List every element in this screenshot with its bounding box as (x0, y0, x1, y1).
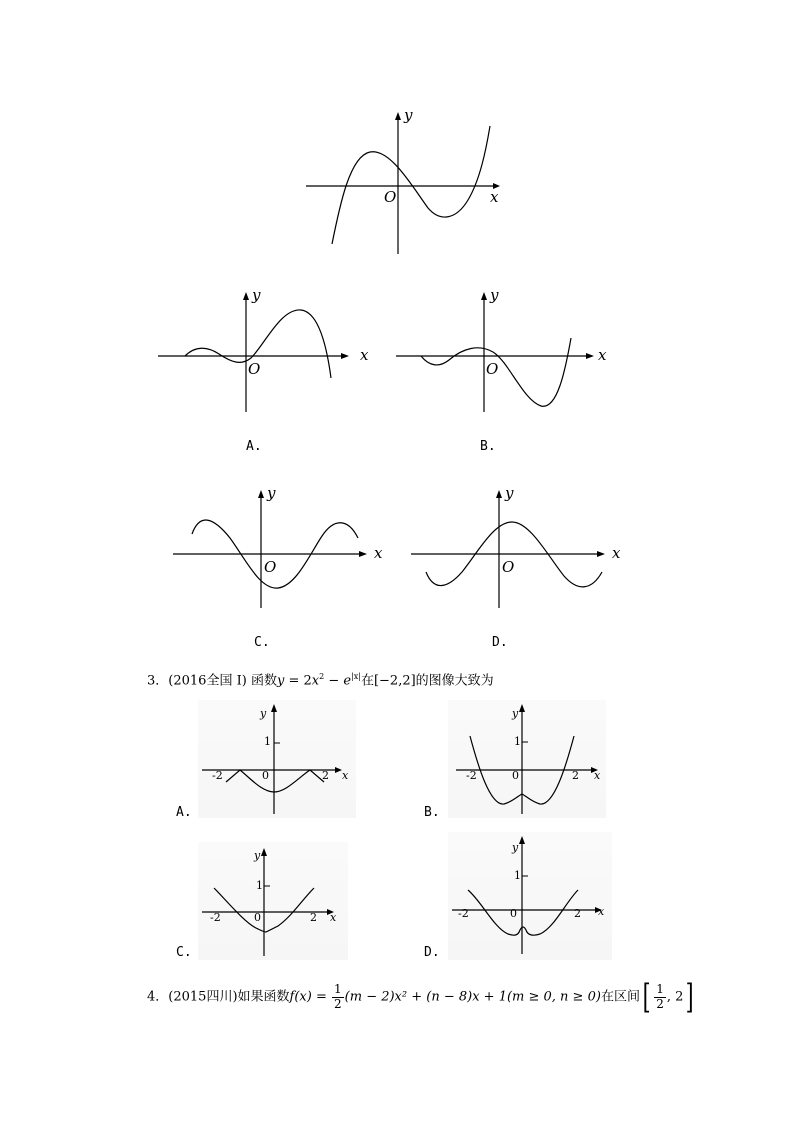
q2b-x-label: x (598, 346, 607, 364)
q4-interval-sep: , 2 (666, 989, 684, 1005)
q2a-y-label: y (252, 286, 261, 304)
figure-q2-c (170, 486, 375, 612)
q3c-tick-one-label: 1 (256, 879, 263, 892)
q3a-x-arrow (335, 767, 342, 773)
main-y-label: y (404, 106, 413, 124)
q2-option-d[interactable]: D. (492, 635, 508, 650)
q3a-tick-pos2: 2 (322, 769, 329, 782)
q3a-tick-zero: 0 (262, 769, 269, 782)
q2b-x-arrow (586, 353, 594, 359)
q3-func-exp: |x| (351, 672, 361, 681)
q3d-tick-zero: 0 (510, 907, 517, 920)
q2c-origin-label: O (264, 558, 277, 576)
q2b-y-arrow (481, 292, 487, 300)
q4-bracket-right: ] (686, 977, 695, 1017)
q4-mid: 在区间 (600, 989, 640, 1005)
q2c-x-label: x (374, 544, 383, 562)
q2d-origin-label: O (502, 558, 515, 576)
q3a-curve (226, 770, 324, 792)
q3-number: 3 (147, 673, 156, 689)
q2a-origin-label: O (248, 360, 261, 378)
q4-expression: (m − 2)x² + (n − 8)x + 1(m ≥ 0, n ≥ 0) (344, 989, 601, 1005)
q4-number: 4 (147, 989, 156, 1005)
question-3: 3．(2016全国 I) 函数$y = 2x^2 - e^{|x|}$在[−2,2]的图像大致为 (147, 672, 494, 689)
q3c-tick-neg2: -2 (210, 911, 221, 924)
q4-source: (2015四川) (168, 989, 238, 1005)
q4-paren-x: (x) (294, 989, 312, 1005)
q3c-tick-pos2: 2 (310, 911, 317, 924)
q3-func-y: y (276, 673, 285, 689)
q3-option-b[interactable]: B. (424, 805, 440, 820)
q3-func-mid: = 2 (284, 673, 312, 689)
q2a-x-label: x (360, 346, 369, 364)
q3-func-sq: 2 (319, 672, 325, 681)
q3d-y-label: y (512, 841, 519, 854)
q3a-y-arrow (271, 704, 277, 712)
q4-half-den: 2 (334, 996, 342, 1011)
figure-q3-b (448, 700, 606, 818)
figure-q2-d (408, 486, 613, 612)
q3-option-c[interactable]: C. (176, 945, 192, 960)
q3a-tick-neg2: -2 (212, 769, 223, 782)
figure-q3-c (198, 842, 348, 960)
figure-q3-a (198, 700, 356, 818)
main-origin-label: O (384, 188, 397, 206)
q3-func-minus: − (324, 673, 344, 689)
figure-q2-a (155, 288, 355, 416)
q3b-y-arrow (519, 704, 525, 712)
q3a-tick-one-label: 1 (264, 735, 271, 748)
q3a-x-label: x (342, 769, 349, 782)
q3d-curve (468, 890, 578, 935)
q4-interval-frac (654, 983, 666, 1010)
q2b-origin-label: O (486, 360, 499, 378)
q2d-x-label: x (612, 544, 621, 562)
q2d-y-arrow (496, 490, 502, 498)
q3b-tick-zero: 0 (512, 769, 519, 782)
q2c-y-label: y (267, 484, 276, 502)
q3d-tick-one-label: 1 (514, 869, 521, 882)
figure-q3-d (448, 832, 612, 960)
q2d-x-arrow (597, 551, 605, 557)
q3a-y-label: y (260, 707, 267, 720)
q3c-x-label: x (330, 911, 337, 924)
q2-option-b[interactable]: B. (480, 439, 496, 454)
q3b-x-label: x (594, 769, 601, 782)
q2c-x-arrow (359, 551, 367, 557)
q3-func-x: x (311, 673, 320, 689)
q3-option-d[interactable]: D. (424, 945, 440, 960)
q2b-y-label: y (490, 286, 499, 304)
q3b-tick-one-label: 1 (514, 735, 521, 748)
q3-source: (2016全国 I) (168, 673, 247, 689)
q2-option-c[interactable]: C. (254, 635, 270, 650)
q3c-y-arrow (261, 848, 267, 856)
q3d-tick-pos2: 2 (574, 907, 581, 920)
q3-prefix: 函数 (250, 673, 277, 689)
q2a-x-arrow (341, 353, 349, 359)
q4-f: f (289, 989, 295, 1005)
q4-interval-num: 1 (656, 982, 664, 997)
q4-bracket-left: [ (642, 977, 651, 1017)
question-4: 4．(2015四川)如果函数f(x) = $\frac{1}{2}$ (m − 2)x² + (n − 8)x + 1(m ≥ 0, n ≥ 0)在区间[ $\frac{1}{2}$ , 2] (147, 977, 695, 1017)
q2a-y-arrow (243, 292, 249, 300)
q4-eq: = (311, 989, 332, 1005)
q3c-y-label: y (254, 849, 261, 862)
q3b-tick-pos2: 2 (572, 769, 579, 782)
main-curve (332, 126, 490, 244)
figure-q2-b (393, 288, 603, 416)
q4-half-num: 1 (334, 982, 342, 997)
q4-prefix: 如果函数 (237, 989, 290, 1005)
q4-half (332, 983, 344, 1010)
q4-interval-den: 2 (656, 996, 664, 1011)
figure-main (300, 108, 510, 258)
q3-func-e: e (343, 673, 352, 689)
q3d-x-label: x (598, 905, 605, 918)
q3b-y-label: y (512, 707, 519, 720)
q2c-y-arrow (258, 490, 264, 498)
q3-suffix: 在[−2,2]的图像大致为 (360, 673, 494, 689)
main-y-arrow (395, 112, 401, 120)
q3-option-a[interactable]: A. (176, 805, 192, 820)
main-x-label: x (490, 188, 499, 206)
q2d-y-label: y (505, 484, 514, 502)
q2-option-a[interactable]: A. (246, 439, 262, 454)
q3b-tick-neg2: -2 (466, 769, 477, 782)
q3c-tick-zero: 0 (254, 911, 261, 924)
q3d-tick-neg2: -2 (458, 907, 469, 920)
q3d-y-arrow (519, 836, 525, 844)
